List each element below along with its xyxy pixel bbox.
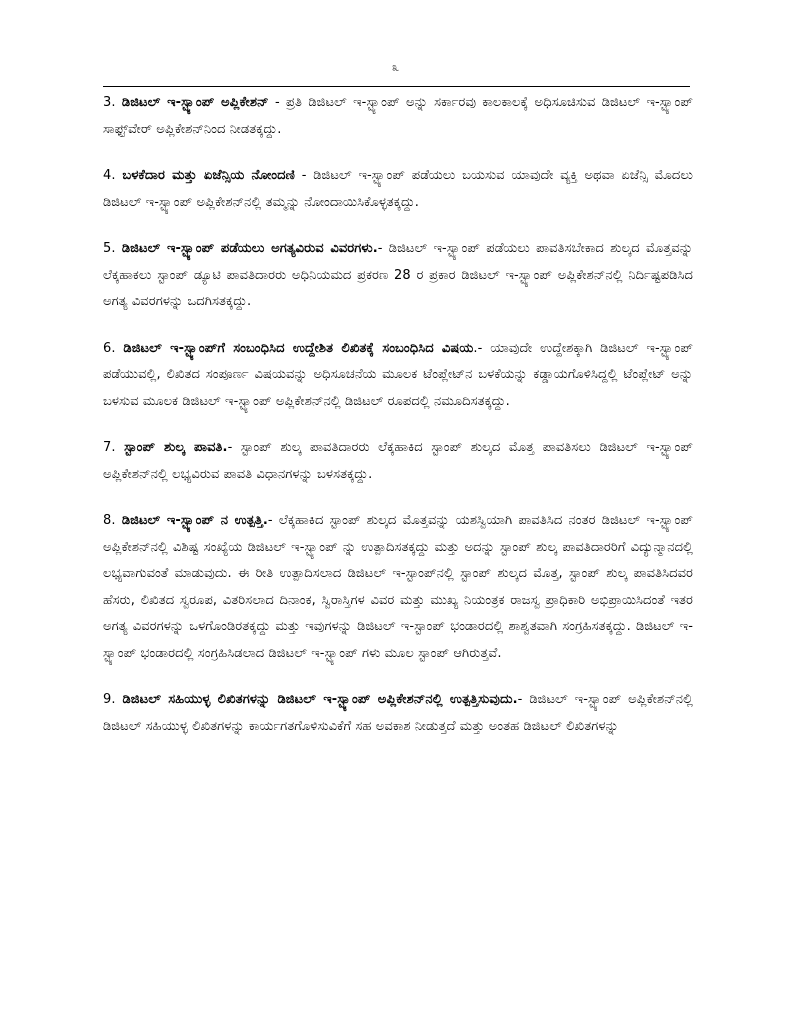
section-number: 8. (103, 513, 116, 528)
section-body: - ಡಿಜಿಟಲ್ ಇ-ಸ್ಟ್ಯಾಂಪ್ ಅಪ್ಲಿಕೇಶನ್‌ನಲ್ಲಿ ಡಿಜಿಟಲ್ ಸಹಿಯುಳ್ಳ ಲಿಖಿತಗಳನ್ನು ಕಾರ್ಯಗತಗೊಳಿಸುವಿಕೆಗೆ ಸಹ ಅವಕಾಶ ನೀಡುತ್ತದೆ ಮತ್ತು ಅಂತಹ ಡಿಜಿಟಲ್ ಲಿಖಿತಗಳನ್ನು (103, 692, 694, 734)
header-rule (103, 86, 690, 87)
section-paragraph (103, 90, 693, 143)
section-body: - ಲೆಕ್ಕಹಾಕಿದ ಸ್ಟಾಂಪ್ ಶುಲ್ಕದ ಮೊತ್ತವನ್ನು ಯಶಸ್ವಿಯಾಗಿ ಪಾವತಿಸಿದ ನಂತರ ಡಿಜಿಟಲ್ ಇ-ಸ್ಟ್ಯಾಂಪ್ ಅಪ್ಲಿಕೇಶನ್‌ನಲ್ಲಿ ವಿಶಿಷ್ಟ ಸಂಖ್ಯೆಯ ಡಿಜಿಟಲ್ ಇ-ಸ್ಟ್ಯಾಂಪ್ ನ್ನು ಉತ್ಪಾದಿಸತಕ್ಕದ್ದು ಮತ್ತು ಅದನ್ನು ಸ್ಟಾಂಪ್ ಶುಲ್ಕ ಪಾವತಿದಾರರಿಗೆ ವಿದ್ಯುನ್ಮಾನದಲ್ಲಿ ಲಭ್ಯವಾಗುವಂತೆ ಮಾಡುವುದು. ಈ ರೀತಿ ಉತ್ಪಾದಿಸಲಾದ ಡಿಜಿಟಲ್ ಇ-ಸ್ಟಾಂಪ್‌ನಲ್ಲಿ ಸ್ಟಾಂಪ್ ಶುಲ್ಕದ ಮೊತ್ತ, ಸ್ಟಾಂಪ್ ಶುಲ್ಕ ಪಾವತಿಸಿದವರ ಹೆಸರು, ಲಿಖಿತದ ಸ್ವರೂಪ, ವಿತರಿಸಲಾದ ದಿನಾಂಕ, ಸ್ವಿರಾಸ್ತಿಗಳ ವಿವರ ಮತ್ತು ಮುಖ್ಯ ನಿಯಂತ್ರಕ ರಾಜಸ್ವ ಪ್ರಾಧಿಕಾರಿ ಅಭಿಪ್ರಾಯಿಸಿದಂತೆ ಇತರ ಅಗತ್ಯ ವಿವರಗಳನ್ನು ಒಳಗೊಂಡಿರತಕ್ಕದ್ದು ಮತ್ತು ಇವುಗಳನ್ನು ಡಿಜಿಟಲ್ ಇ-ಸ್ಟಾಂಪ್ ಭಂಡಾರದಲ್ಲಿ ಶಾಶ್ವತವಾಗಿ ಸಂಗ್ರಹಿಸತಕ್ಕದ್ದು. ಡಿಜಿಟಲ್ ಇ-ಸ್ಟ್ಯಾಂಪ್ ಭಂಡಾರದಲ್ಲಿ ಸಂಗ್ರಹಿಸಿಡಲಾದ ಡಿಜಿಟಲ್ ಇ-ಸ್ಟ್ಯಾಂಪ್ ಗಳು ಮೂಲ ಸ್ಟಾಂಪ್ ಆಗಿರುತ್ತವೆ. (103, 513, 694, 661)
section-heading: ಡಿಜಿಟಲ್ ಇ-ಸ್ಟ್ಯಾಂಪ್ ಅಪ್ಲಿಕೇಶನ್ (121, 95, 269, 110)
page-number: ೩ (391, 60, 400, 75)
section-paragraph (103, 236, 693, 316)
section-number: 3. (103, 95, 116, 110)
section-paragraph (103, 163, 693, 216)
section-body: .- ಯಾವುದೇ ಉದ್ದೇಶಕ್ಕಾಗಿ ಡಿಜಿಟಲ್ ಇ-ಸ್ಟ್ಯಾಂಪ್ ಪಡೆಯುವಲ್ಲಿ, ಲಿಖಿತದ ಸಂಪೂರ್ಣ ವಿಷಯವನ್ನು ಅಧಿಸೂಚನೆಯ ಮೂಲಕ ಟೆಂಪ್ಲೇಟ್‌ನ ಬಳಕೆಯನ್ನು ಕಡ್ಡಾಯಗೊಳಿಸಿದ್ದಲ್ಲಿ ಟೆಂಪ್ಲೇಟ್ ಅನ್ನು ಬಳಸುವ ಮೂಲಕ ಡಿಜಿಟಲ್ ಇ-ಸ್ಟ್ಯಾಂಪ್ ಅಪ್ಲಿಕೇಶನ್‌ನಲ್ಲಿ ಡಿಜಿಟಲ್ ರೂಪದಲ್ಲಿ ನಮೂದಿಸತಕ್ಕದ್ದು. (103, 340, 694, 409)
section-heading: ಡಿಜಿಟಲ್ ಇ-ಸ್ಟ್ಯಾಂಪ್ ನ ಉತ್ಪತ್ತಿ. (121, 513, 268, 528)
section-number: 6. (103, 340, 116, 356)
section-heading: ಡಿಜಿಟಲ್ ಇ-ಸ್ಟ್ಯಾಂಪ್ ಪಡೆಯಲು ಅಗತ್ಯವಿರುವ ವಿವರಗಳು. (121, 241, 378, 256)
section-number: 4. (103, 168, 116, 183)
section-number: 7. (103, 440, 116, 455)
section-heading: ಡಿಜಿಟಲ್ ಇ-ಸ್ಟ್ಯಾಂಪ್‌ಗೆ ಸಂಬಂಧಿಸಿದ ಉದ್ದೇಶಿತ ಲಿಖಿತಕ್ಕೆ ಸಂಬಂಧಿಸಿದ ವಿಷಯ (123, 340, 474, 356)
section-paragraph (103, 435, 693, 488)
document-body (103, 90, 693, 760)
section-body: - ಪ್ರತಿ ಡಿಜಿಟಲ್ ಇ-ಸ್ಟ್ಯಾಂಪ್ ಅನ್ನು ಸರ್ಕಾರವು ಕಾಲಕಾಲಕ್ಕೆ ಅಧಿಸೂಚಿಸುವ ಡಿಜಿಟಲ್ ಇ-ಸ್ಟ್ಯಾಂಪ್ ಸಾಫ್ಟ್‌ವೇರ್ ಅಪ್ಲಿಕೇಶನ್‌ನಿಂದ ನೀಡತಕ್ಕದ್ದು. (103, 95, 694, 137)
section-heading: ಬಳಕೆದಾರ ಮತ್ತು ಏಜೆನ್ಸಿಯ ನೋಂದಣಿ (122, 168, 295, 183)
section-number: 5. (103, 241, 116, 256)
section-number: 9. (103, 692, 116, 707)
section-body: - ಡಿಜಿಟಲ್ ಇ-ಸ್ಟ್ಯಾಂಪ್ ಪಡೆಯಲು ಪಾವತಿಸಬೇಕಾದ ಶುಲ್ಕದ ಮೊತ್ತವನ್ನು ಲೆಕ್ಕಹಾಕಲು ಸ್ಟಾಂಪ್ ಡ್ಯೂಟಿ ಪಾವತಿದಾರರು ಅಧಿನಿಯಮದ ಪ್ರಕರಣ 28 ರ ಪ್ರಕಾರ ಡಿಜಿಟಲ್ ಇ-ಸ್ಟ್ಯಾಂಪ್ ಅಪ್ಲಿಕೇಶನ್‌ನಲ್ಲಿ ನಿರ್ದಿಷ್ಟಪಡಿಸಿದ ಅಗತ್ಯ ವಿವರಗಳನ್ನು ಒದಗಿಸತಕ್ಕದ್ದು. (103, 241, 694, 309)
section-paragraph (103, 687, 693, 740)
section-heading: ಡಿಜಿಟಲ್ ಸಹಿಯುಳ್ಳ ಲಿಖಿತಗಳನ್ನು ಡಿಜಿಟಲ್ ಇ-ಸ್ಟ್ಯಾಂಪ್ ಅಪ್ಲಿಕೇಶನ್‌ನಲ್ಲಿ ಉತ್ಪತ್ತಿಸುವುದು. (122, 692, 518, 707)
section-heading: ಸ್ಟಾಂಪ್ ಶುಲ್ಕ ಪಾವತಿ. (124, 440, 228, 455)
section-paragraph (103, 336, 693, 416)
section-body: - ಸ್ಟಾಂಪ್ ಶುಲ್ಕ ಪಾವತಿದಾರರು ಲೆಕ್ಕಹಾಕಿದ ಸ್ಟಾಂಪ್ ಶುಲ್ಕದ ಮೊತ್ತ ಪಾವತಿಸಲು ಡಿಜಿಟಲ್ ಇ-ಸ್ಟ್ಯಾಂಪ್ ಅಪ್ಲಿಕೇಶನ್‌ನಲ್ಲಿ ಲಭ್ಯವಿರುವ ಪಾವತಿ ವಿಧಾನಗಳನ್ನು ಬಳಸತಕ್ಕದ್ದು. (103, 440, 694, 482)
section-body: - ಡಿಜಿಟಲ್ ಇ-ಸ್ಟ್ಯಾಂಪ್ ಪಡೆಯಲು ಬಯಸುವ ಯಾವುದೇ ವ್ಯಕ್ತಿ ಅಥವಾ ಏಜೆನ್ಸಿ ಮೊದಲು ಡಿಜಿಟಲ್ ಇ-ಸ್ಟ್ಯಾಂಪ್ ಅಪ್ಲಿಕೇಶನ್‌ನಲ್ಲಿ ತಮ್ಮನ್ನು ನೋಂದಾಯಿಸಿಕೊಳ್ಳತಕ್ಕದ್ದು. (103, 168, 693, 210)
section-paragraph (103, 508, 693, 667)
